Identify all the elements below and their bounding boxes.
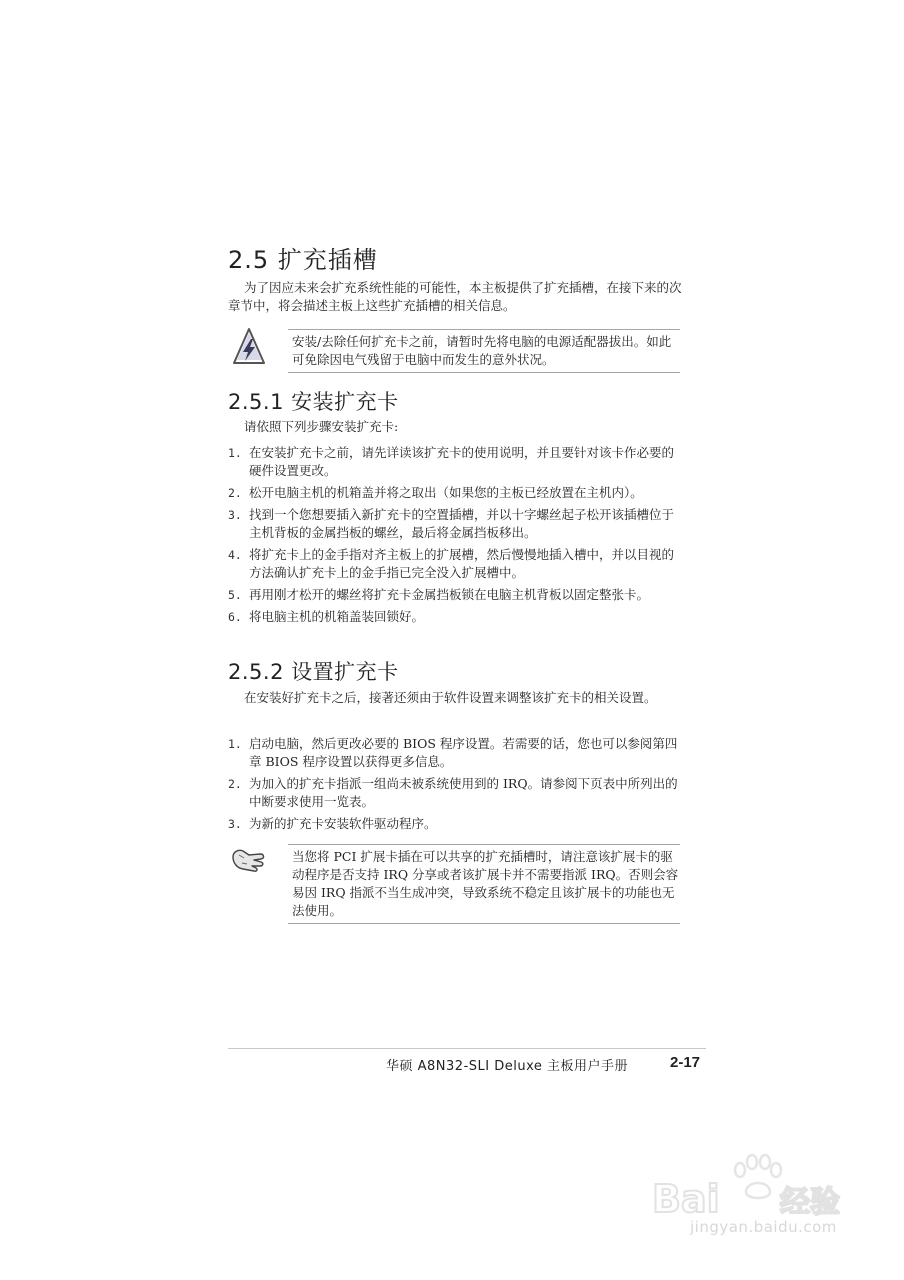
configure-intro: 在安装好扩充卡之后，接著还须由于软件设置来调整该扩充卡的相关设置。 — [244, 690, 657, 705]
step-number: 1. — [228, 446, 242, 460]
step-number: 2. — [228, 777, 242, 791]
install-title: 2.5.1 安装扩充卡 — [228, 390, 399, 414]
irq-note: 当您将 PCI 扩展卡插在可以共享的扩充插槽时，请注意该扩展卡的驱动程序是否支持 IRQ 分享或者该扩展卡并不需要指派 IRQ。否则会容易因 IRQ 指派不当生成冲突，导致系统不稳定且该扩展卡的功能也无法使用。 — [288, 844, 680, 924]
step-number: 5. — [228, 588, 242, 602]
warning-icon — [232, 327, 266, 371]
section-title: 2.5 扩充插槽 — [228, 246, 378, 274]
step-text: 再用刚才松开的螺丝将扩充卡金属挡板锁在电脑主机背板以固定整张卡。 — [249, 587, 650, 602]
install-step-1 — [228, 444, 683, 480]
install-step-2 — [228, 484, 683, 502]
watermark-url: jingyan.baidu.com — [690, 1218, 837, 1236]
section-intro: 为了因应未来会扩充系统性能的可能性，本主板提供了扩充插槽，在接下来的次章节中，将会描述主板上这些扩充插槽的相关信息。 — [228, 280, 682, 313]
step-text: 找到一个您想要插入新扩充卡的空置插槽，并以十字螺丝起子松开该插槽位于主机背板的金属挡板的螺丝，最后将金属挡板移出。 — [249, 507, 675, 540]
install-steps-list — [228, 444, 683, 630]
install-step-5 — [228, 586, 683, 604]
hand-note-icon — [230, 843, 270, 877]
step-number: 6. — [228, 610, 242, 624]
step-text: 松开电脑主机的机箱盖并将之取出（如果您的主板已经放置在主机内）。 — [249, 485, 643, 500]
configure-title: 2.5.2 设置扩充卡 — [228, 660, 399, 684]
step-number: 3. — [228, 817, 242, 831]
install-step-4 — [228, 546, 683, 582]
step-text: 为新的扩充卡安装软件驱动程序。 — [249, 816, 437, 831]
step-text: 将扩充卡上的金手指对齐主板上的扩展槽，然后慢慢地插入槽中，并以目视的方法确认扩充卡上的金手指已完全没入扩展槽中。 — [249, 547, 675, 580]
step-text: 启动电脑，然后更改必要的 BIOS 程序设置。若需要的话，您也可以参阅第四章 BIOS 程序设置以获得更多信息。 — [249, 736, 678, 769]
footer-divider — [228, 1048, 706, 1049]
configure-step-2 — [228, 775, 683, 811]
configure-steps-list — [228, 735, 683, 837]
step-number: 3. — [228, 508, 242, 522]
page-number: 2-17 — [670, 1054, 701, 1071]
configure-step-3 — [228, 815, 683, 833]
configure-step-1 — [228, 735, 683, 771]
install-lead: 请依照下列步骤安装扩充卡: — [244, 419, 399, 434]
svg-text:Bai: Bai — [652, 1177, 720, 1220]
step-text: 将电脑主机的机箱盖装回锁好。 — [249, 609, 425, 624]
footer-manual-title: 华硕 A8N32-SLI Deluxe 主板用户手册 — [386, 1059, 628, 1074]
svg-text:经验: 经验 — [780, 1185, 840, 1220]
warning-note: 安装/去除任何扩充卡之前，请暂时先将电脑的电源适配器拔出。如此可免除因电气残留于电脑中而发生的意外状况。 — [288, 329, 680, 373]
step-text: 在安装扩充卡之前，请先详读该扩充卡的使用说明，并且要针对该卡作必要的硬件设置更改。 — [249, 445, 675, 478]
step-number: 1. — [228, 737, 242, 751]
install-step-6 — [228, 608, 683, 626]
step-number: 4. — [228, 548, 242, 562]
step-text: 为加入的扩充卡指派一组尚未被系统使用到的 IRQ。请参阅下页表中所列出的中断要求使用一览表。 — [249, 776, 678, 809]
install-step-3 — [228, 506, 683, 542]
step-number: 2. — [228, 486, 242, 500]
